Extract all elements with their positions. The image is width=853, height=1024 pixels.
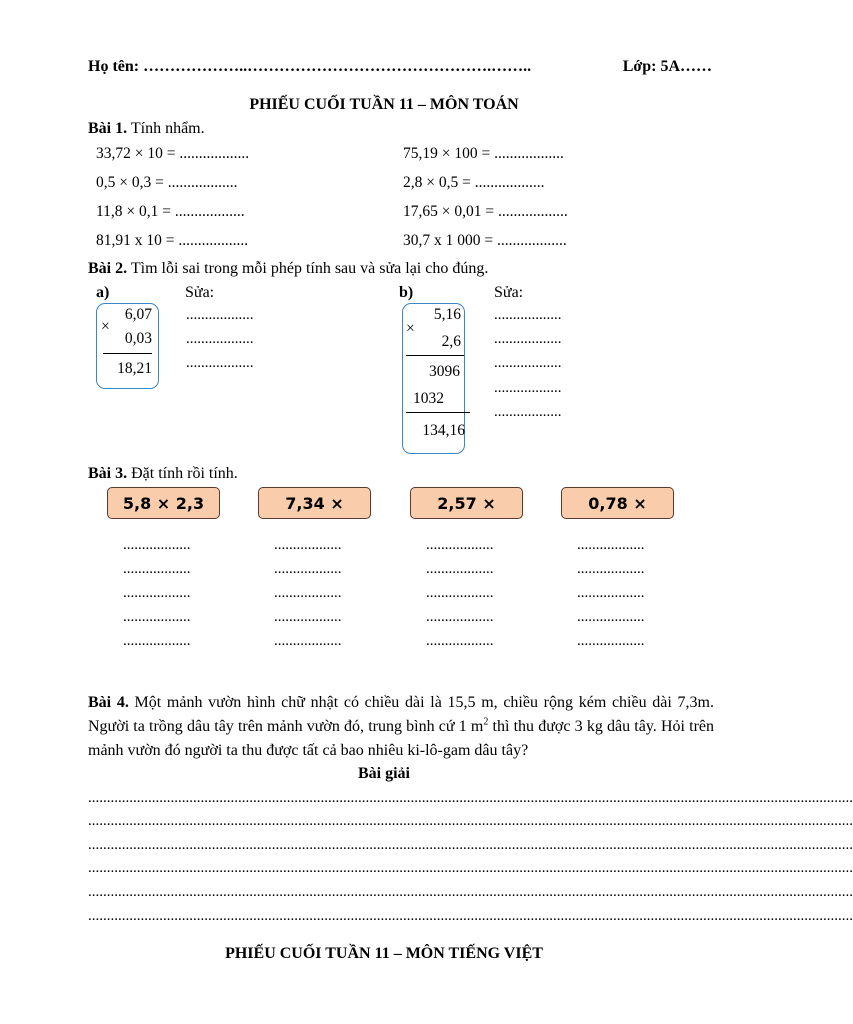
bai3-work-line[interactable]: ..................: [123, 561, 191, 577]
bai1-item[interactable]: 0,5 × 0,3 = ..................: [96, 174, 238, 191]
bai3-work-line[interactable]: ..................: [577, 561, 645, 577]
solution-line[interactable]: ............................................................................................................................................................................................................: [88, 790, 853, 806]
bai4-label: Bài 4.: [88, 694, 129, 711]
page-title-vietnamese: PHIẾU CUỐI TUẦN 11 – MÔN TIẾNG VIỆT: [225, 945, 543, 962]
bai2-label: Bài 2.: [88, 260, 128, 277]
bai3-expression-box: 2,57 ×: [410, 487, 523, 519]
bai2-a-calc-box: [96, 303, 159, 389]
name-label: Họ tên:: [88, 58, 140, 75]
solution-line[interactable]: ............................................................................................................................................................................................................: [88, 813, 853, 829]
bai2-b-partial2: 1032: [413, 390, 444, 407]
name-dots[interactable]: ………………..……………………………………….……..: [143, 58, 532, 75]
bai2-b-result: 134,16: [422, 422, 465, 439]
bai3-expression-box: 7,34 ×: [258, 487, 371, 519]
bai3-work-line[interactable]: ..................: [123, 633, 191, 649]
bai3-label: Bài 3.: [88, 465, 128, 482]
bai1-label: Bài 1.: [88, 120, 128, 137]
bai3-work-line[interactable]: ..................: [426, 537, 494, 553]
bai1-item[interactable]: 17,65 × 0,01 = ..................: [403, 203, 568, 220]
bai3-work-line[interactable]: ..................: [577, 537, 645, 553]
bai1-item[interactable]: 81,91 x 10 = ..................: [96, 232, 249, 249]
solution-line[interactable]: ............................................................................................................................................................................................................: [88, 884, 853, 900]
name-line: [88, 58, 531, 76]
bai3-work-line[interactable]: ..................: [577, 609, 645, 625]
bai1-instruction: Tính nhẩm.: [130, 120, 205, 137]
bai4-text-1: Một mảnh vườn hình chữ nhật có chiều dài là 15,5 m, chiều rộng kém chiều dài 7,3m. Người ta trồng dâu tây trên mảnh vườn đó, trung bình cứ 1 m: [88, 694, 714, 735]
bai3-work-line[interactable]: ..................: [274, 585, 342, 601]
multiply-icon: ×: [101, 318, 110, 335]
bai2-b-fix-line[interactable]: ..................: [494, 331, 562, 347]
bai3-work-line[interactable]: ..................: [426, 609, 494, 625]
bai1-item[interactable]: 75,19 × 100 = ..................: [403, 145, 564, 162]
solution-line[interactable]: ............................................................................................................................................................................................................: [88, 860, 853, 876]
bai3-work-line[interactable]: ..................: [123, 585, 191, 601]
bai4-text-2: thì thu được 3 kg dâu tây. Hỏi trên mảnh vườn đó người ta thu được tất cả bao nhiêu ki-lô-gam dâu tây?: [88, 718, 715, 759]
bai1-heading: [88, 120, 205, 138]
bai3-work-line[interactable]: ..................: [426, 585, 494, 601]
bai2-b-factor2: 2,6: [441, 333, 461, 350]
bai3-work-line[interactable]: ..................: [274, 537, 342, 553]
bai2-b-fix-label: Sửa:: [494, 284, 524, 301]
solution-line[interactable]: ............................................................................................................................................................................................................: [88, 908, 853, 924]
bai2-b-line: [406, 355, 464, 356]
bai3-work-line[interactable]: ..................: [274, 609, 342, 625]
bai2-heading: [88, 260, 488, 278]
bai3-expression-box: 0,78 ×: [561, 487, 674, 519]
bai2-a-fix-line[interactable]: ..................: [186, 331, 254, 347]
class-label: Lớp: 5A……: [622, 58, 712, 75]
bai2-b-calc-box: [402, 303, 465, 454]
bai3-instruction: Đặt tính rồi tính.: [131, 465, 238, 482]
bai1-item[interactable]: 11,8 × 0,1 = ..................: [96, 203, 245, 220]
bai2-a-factor2: 0,03: [124, 330, 152, 347]
bai2-a-factor1: 6,07: [124, 306, 152, 323]
bai2-b-partial1: 3096: [429, 363, 460, 380]
bai3-work-line[interactable]: ..................: [426, 561, 494, 577]
bai3-work-line[interactable]: ..................: [426, 633, 494, 649]
bai2-b-factor1: 5,16: [433, 306, 461, 323]
bai3-heading: [88, 465, 238, 483]
bai2-a-line: [103, 353, 152, 354]
page-title-math: PHIẾU CUỐI TUẦN 11 – MÔN TOÁN: [249, 96, 519, 113]
bai2-b-label: b): [399, 284, 414, 301]
bai3-work-line[interactable]: ..................: [274, 561, 342, 577]
bai2-b-line: [406, 412, 470, 413]
bai3-expression-box: 5,8 × 2,3: [107, 487, 220, 519]
bai4-sup: 2: [483, 716, 489, 728]
bai3-work-line[interactable]: ..................: [577, 585, 645, 601]
bai2-b-fix-line[interactable]: ..................: [494, 307, 562, 323]
solution-title: Bài giải: [357, 765, 410, 782]
bai3-work-line[interactable]: ..................: [123, 609, 191, 625]
bai1-item[interactable]: 2,8 × 0,5 = ..................: [403, 174, 545, 191]
bai2-a-label: a): [96, 284, 110, 301]
bai2-b-fix-line[interactable]: ..................: [494, 404, 562, 420]
bai2-a-fix-line[interactable]: ..................: [186, 307, 254, 323]
bai1-item[interactable]: 33,72 × 10 = ..................: [96, 145, 250, 162]
multiply-icon: ×: [406, 320, 415, 337]
bai2-a-fix-line[interactable]: ..................: [186, 355, 254, 371]
bai1-item[interactable]: 30,7 x 1 000 = ..................: [403, 232, 567, 249]
bai2-instruction: Tìm lỗi sai trong mỗi phép tính sau và sửa lại cho đúng.: [130, 260, 489, 277]
bai2-b-fix-line[interactable]: ..................: [494, 355, 562, 371]
bai2-a-fix-label: Sửa:: [185, 284, 215, 301]
bai3-work-line[interactable]: ..................: [123, 537, 191, 553]
bai3-work-line[interactable]: ..................: [274, 633, 342, 649]
bai2-b-fix-line[interactable]: ..................: [494, 380, 562, 396]
bai2-a-result: 18,21: [117, 360, 152, 377]
bai3-work-line[interactable]: ..................: [577, 633, 645, 649]
bai4-problem: [88, 691, 714, 763]
solution-line[interactable]: ............................................................................................................................................................................................................: [88, 837, 853, 853]
